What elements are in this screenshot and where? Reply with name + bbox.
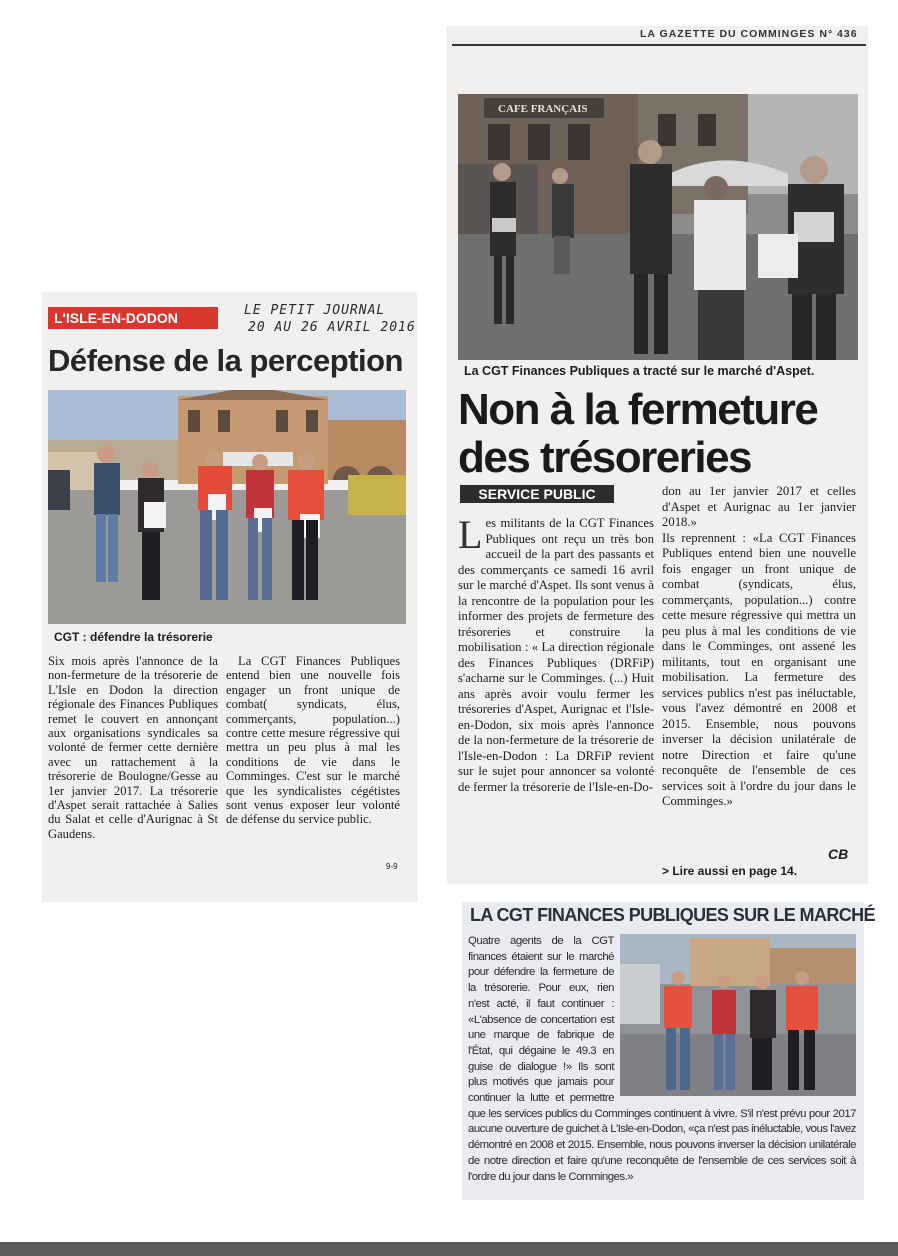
author-signature: CB: [828, 846, 849, 862]
article-column: [662, 484, 856, 810]
article-paragraph: Ils reprennent : «La CGT Finances Publiques entend bien une nouvelle fois engager un front unique de combat (syndicats, élus, commerçants, population...) contre cette mesure régressive qui mettra un peu plus à mal les conditions de vie dans le Comminges, ont assené les militants, tout en organisant une mobilisation. La fermeture des services publics n'est pas inéluctable, vous l'avez démontré en 2008 et 2015. Ensemble, nous pouvons inverser la décision unilatérale de notre Direction et faire qu'une reconquête de l'ensemble de ces services soit à l'ordre du jour dans le Comminges.»: [662, 530, 856, 808]
photo-caption: CGT : défendre la trésorerie: [54, 630, 213, 644]
photo-four-agents: [620, 934, 856, 1096]
article-paragraph: Six mois après l'annonce de la non-fermeture de la trésorerie de L'Isle en Dodon la direction régionale des Finances Publiques remet le couvert en annonçant aux organisations syndicales sa volonté de fermer cette dernière avec un rattachement à la trésorerie de Boulogne/Gesse au 1er janvier 2017. La trésorerie d'Aspet serait rattachée à Salies du Salat et celle d'Aurignac à St Gaudens.: [48, 654, 218, 841]
article-text: es militants de la CGT Finances Publiques ont reçu un très bon accueil de la part des passants et des commerçants ce samedi 16 avril sur le marché d'Aspet. Ils sont venus à la rencontre de la population pour les informer des projets de fermeture des trésoreries et construire la mobilisation : « La direction régionale des Finances Publiques (DRFiP) s'acharne sur le Comminges. (...) Huit ans après avoir voulu fermer les trésoreries d'Aspet, Aurignac et l'Isle-en-Dodon, six mois après l'annonce de la non-fermeture de la trésorerie de l'Isle-en-Dodon : La DRFiP revient sur le sujet pour annoncer sa volonté de fermer la trésorerie de l'Isle-en-Do-: [458, 516, 654, 794]
photo-caption: La CGT Finances Publiques a tracté sur le marché d'Aspet.: [464, 364, 815, 378]
photo-square-protesters: [48, 390, 406, 624]
article-body: [468, 934, 856, 1196]
headline: LA CGT FINANCES PUBLIQUES SUR LE MARCHÉ: [470, 905, 875, 925]
article-paragraph: don au 1er janvier 2017 et celles d'Aspet et Aurignac au 1er janvier 2018.»: [662, 484, 856, 529]
drop-cap: L: [458, 512, 483, 557]
handwritten-line: 20 AU 26 AVRIL 2016: [248, 320, 416, 335]
masthead: LA GAZETTE DU COMMINGES N° 436: [640, 28, 858, 40]
author-signature: 9-9: [386, 862, 398, 871]
section-tag: SERVICE PUBLIC: [460, 485, 614, 503]
headline: Non à la fermeture des trésoreries: [458, 385, 818, 482]
article-paragraph: [458, 512, 654, 795]
photo-market-aspet: [458, 94, 858, 360]
article-column: [458, 512, 654, 795]
handwritten-line: LE PETIT JOURNAL: [244, 303, 386, 318]
section-tag: L'ISLE-EN-DODON: [48, 307, 218, 329]
article-column: [48, 654, 218, 841]
article-paragraph: La CGT Finances Publiques entend bien une nouvelle fois engager un front unique de combat( syndicats, élus, commerçants, population...) contre cette mesure régressive qui mettra un peu plus à mal les conditions de vie dans le Comminges. C'est sur le marché que les syndicalistes cégétistes sont venus exposer leur volonté de défense du service public.: [226, 654, 400, 827]
article-column: [226, 654, 400, 827]
masthead-rule: [452, 44, 866, 46]
see-also-link: > Lire aussi en page 14.: [662, 864, 798, 878]
cafe-sign: CAFE FRANÇAIS: [498, 103, 588, 115]
handwritten-source-note: [244, 302, 416, 336]
headline: Défense de la perception: [48, 343, 403, 378]
article-text: Quatre agents de la CGT finances étaient sur le marché pour défendre la fermeture de la trésorerie. Pour eux, rien n'est acté, il faut continuer : «L'absence de concertation est une marque de fabrique de l'État, qui dégaine le 49.3 en guise de dialogue !» Ils sont plus motivés que jamais pour continuer la lutte et permettre que les services publics du Comminges continuent à vivre. S'il n'est prévu pour 2017 aucune ouverture de guichet à L'Isle-en-Dodon, «ça n'est pas inéluctable, vous l'avez démontré en 2008 et 2015. Ensemble, nous pouvons inverser la décision unilatérale de notre direction et faire qu'une reconquête de l'ensemble de ces services soit à l'ordre du jour dans le Comminges.»: [468, 935, 856, 1183]
scan-edge: [0, 1242, 898, 1256]
